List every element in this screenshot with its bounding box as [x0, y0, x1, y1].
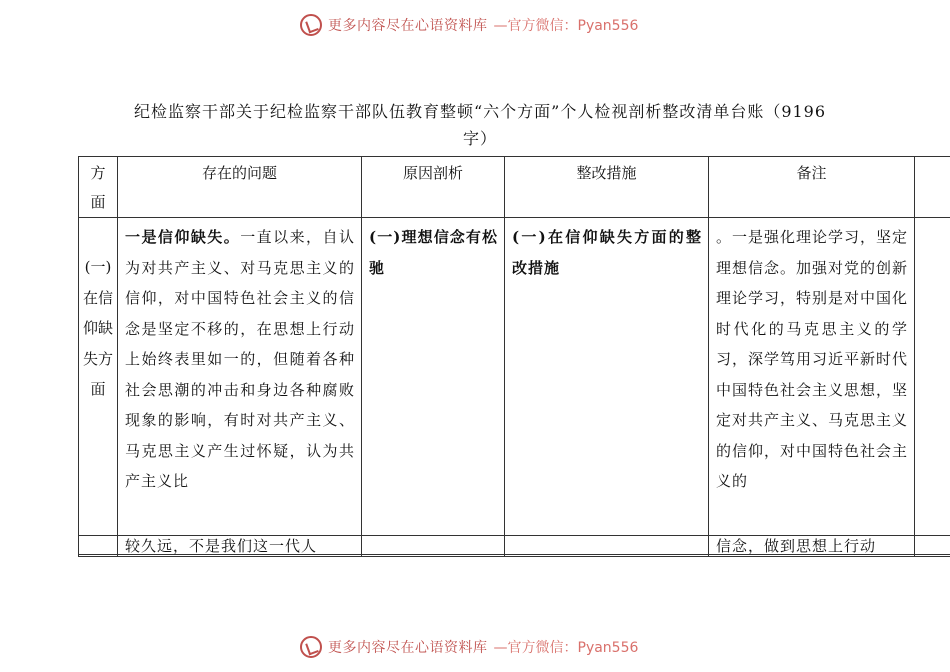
header-problem: 存在的问题	[118, 157, 362, 218]
header-measure: 整改措施	[505, 157, 709, 218]
table-header-row	[79, 157, 950, 218]
table-row	[79, 218, 950, 555]
header-aspect: 方面	[79, 157, 118, 218]
document-title	[100, 98, 860, 152]
header-remark: 备注	[709, 157, 915, 218]
watermark-bottom	[300, 634, 700, 660]
cont-cell-remark: 信念，做到思想上行动	[709, 536, 915, 557]
watermark-text: 更多内容尽在心语资料库	[328, 640, 488, 656]
problem-lead: 一是信仰缺失。	[125, 228, 241, 246]
cell-cause: (一)理想信念有松驰	[362, 218, 505, 555]
header-extra	[915, 157, 950, 218]
cell-measure: (一)在信仰缺失方面的整改措施	[505, 218, 709, 555]
cont-cell-problem: 较久远，不是我们这一代人	[118, 536, 362, 557]
problem-text: 一直以来，自认为对共产主义、对马克思主义的信仰，对中国特色社会主义的信念是坚定不移的，在思想上行动上始终表里如一的，但随着各种社会思潮的冲击和身边各种腐败现象的影响，有时对共产主义、马克思主义产生过怀疑，认为共产主义比	[125, 228, 355, 490]
cont-cell-aspect	[79, 536, 118, 557]
continuation-table	[78, 535, 950, 557]
cell-extra	[915, 218, 950, 555]
title-line-2: 字）	[462, 129, 497, 148]
cont-cell-cause	[362, 536, 505, 557]
watermark-top	[300, 12, 700, 38]
cell-remark: 。一是强化理论学习，坚定理想信念。加强对党的创新理论学习，特别是对中国化时代化的马克思主义的学习，深学笃用习近平新时代中国特色社会主义思想，坚定对共产主义、马克思主义的信仰，对中国特色社会主义的	[709, 218, 915, 555]
rectification-ledger-table	[78, 156, 950, 555]
table-row	[79, 536, 950, 557]
cell-aspect: (一)在信仰缺失方面	[79, 218, 118, 555]
cont-cell-extra	[915, 536, 950, 557]
seal-logo-icon	[300, 14, 322, 36]
watermark-suffix: —官方微信：Pyan556	[493, 18, 639, 34]
title-line-1: 纪检监察干部关于纪检监察干部队伍教育整顿“六个方面”个人检视剖析整改清单台账（9196	[133, 102, 827, 121]
seal-logo-icon	[300, 636, 322, 658]
watermark-text: 更多内容尽在心语资料库	[328, 18, 488, 34]
header-cause: 原因剖析	[362, 157, 505, 218]
cont-cell-measure	[505, 536, 709, 557]
cell-problem	[118, 218, 362, 555]
watermark-suffix: —官方微信：Pyan556	[493, 640, 639, 656]
